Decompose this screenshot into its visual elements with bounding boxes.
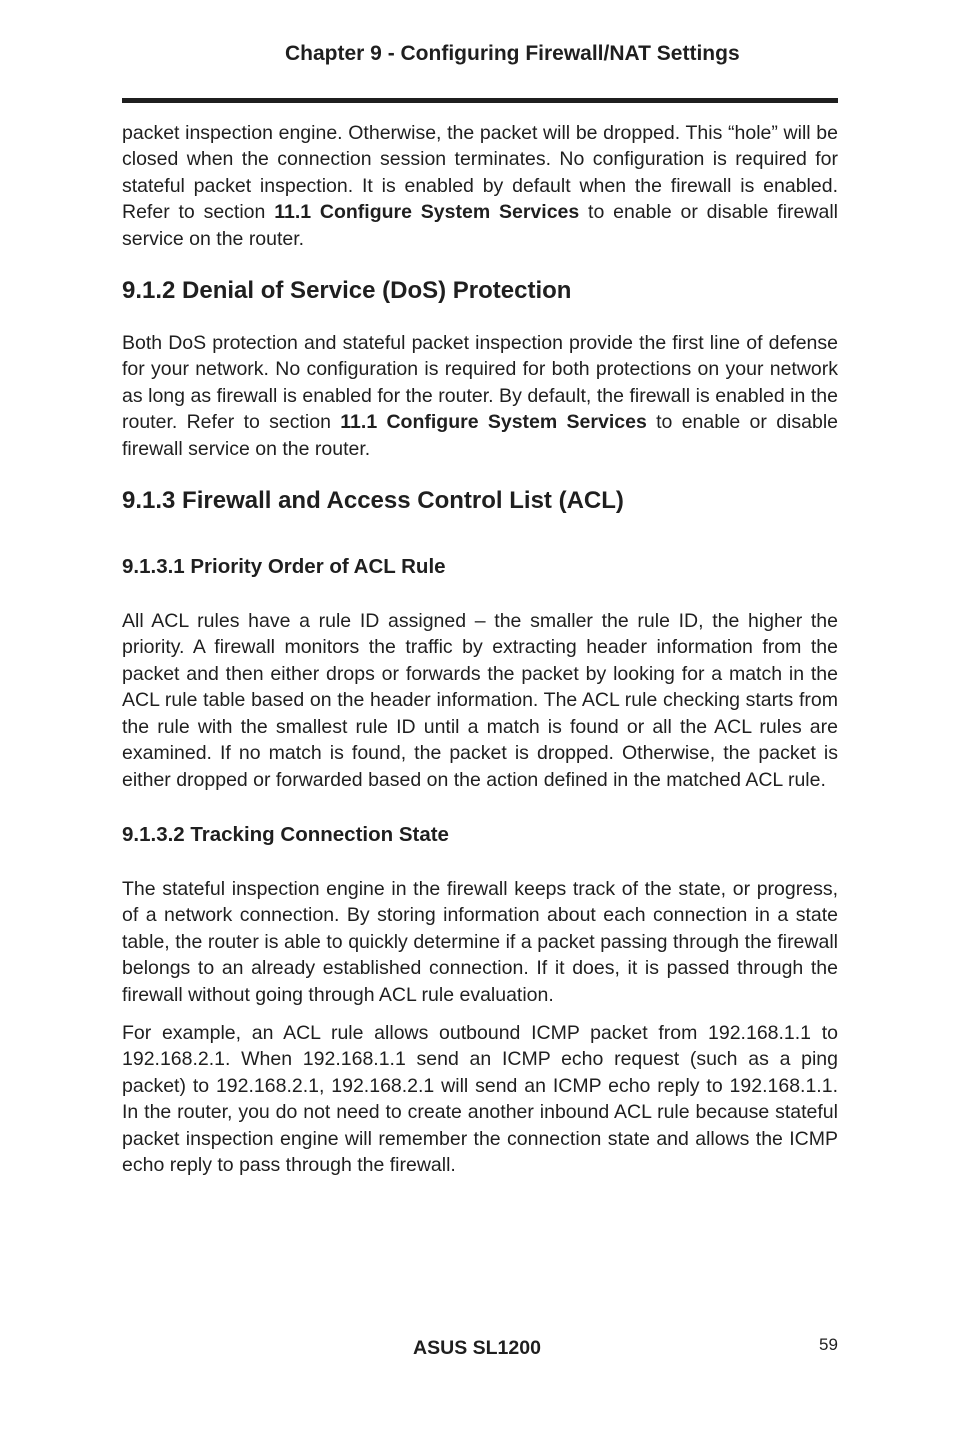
header-divider [122, 98, 838, 103]
intro-paragraph [122, 120, 838, 252]
dos-text-1: Both DoS protection and stateful packet inspection provide the first line of defense for your network. No configuration is required for both protections on your network as long as firewall is enabled for the router. By default, the firewall is enabled in the router. Refer to section [122, 332, 838, 434]
footer-product-name: ASUS SL1200 [413, 1337, 541, 1359]
priority-heading: 9.1.3.1 Priority Order of ACL Rule [122, 555, 446, 579]
page-number: 59 [819, 1335, 838, 1354]
dos-heading: 9.1.2 Denial of Service (DoS) Protection [122, 277, 572, 305]
page-content [122, 120, 838, 1178]
tracking-heading: 9.1.3.2 Tracking Connection State [122, 822, 449, 846]
intro-section-ref: 11.1 Configure System Services [274, 201, 580, 224]
intro-text-1: packet inspection engine. Otherwise, the packet will be dropped. This “hole” will be closed when the connection session terminates. No configuration is required for stateful packet inspection. It is enabled by default when the firewall is enabled. Refer to section [122, 122, 838, 224]
priority-paragraph: All ACL rules have a rule ID assigned – the smaller the rule ID, the higher the priority. A firewall monitors the traffic by extracting header information from the packet and then either drops or forwards the packet by looking for a match in the ACL rule table based on the header information. The ACL rule checking starts from the rule with the smallest rule ID until a match is found or all the ACL rules are examined. If no match is found, the packet is dropped. Otherwise, the packet is either dropped or forwarded based on the action defined in the matched ACL rule. [122, 610, 838, 791]
dos-section-ref: 11.1 Configure System Services [340, 411, 647, 434]
acl-heading: 9.1.3 Firewall and Access Control List (ACL) [122, 487, 624, 515]
dos-paragraph [122, 330, 838, 462]
dos-text-2: to enable or disable firewall service on the router. [122, 411, 839, 460]
intro-text-2: to enable or disable firewall service on the router. [122, 201, 838, 250]
tracking-paragraph-2: For example, an ACL rule allows outbound ICMP packet from 192.168.1.1 to 192.168.2.1. When 192.168.1.1 send an ICMP echo request (such as a ping packet) to 192.168.2.1, 192.168.2.1 will send an ICMP echo reply to 192.168.1.1. In the router, you do not need to create another inbound ACL rule because stateful packet inspection engine will remember the connection state and allows the ICMP echo reply to pass through the firewall. [122, 1021, 838, 1176]
tracking-paragraph-1: The stateful inspection engine in the firewall keeps track of the state, or progress, of a network connection. By storing information about each connection in a state table, the router is able to quickly determine if a packet passing through the firewall belongs to an already established connection. If it does, it is passed through the firewall without going through ACL rule evaluation. [122, 877, 838, 1006]
chapter-title: Chapter 9 - Configuring Firewall/NAT Settings [285, 42, 740, 65]
